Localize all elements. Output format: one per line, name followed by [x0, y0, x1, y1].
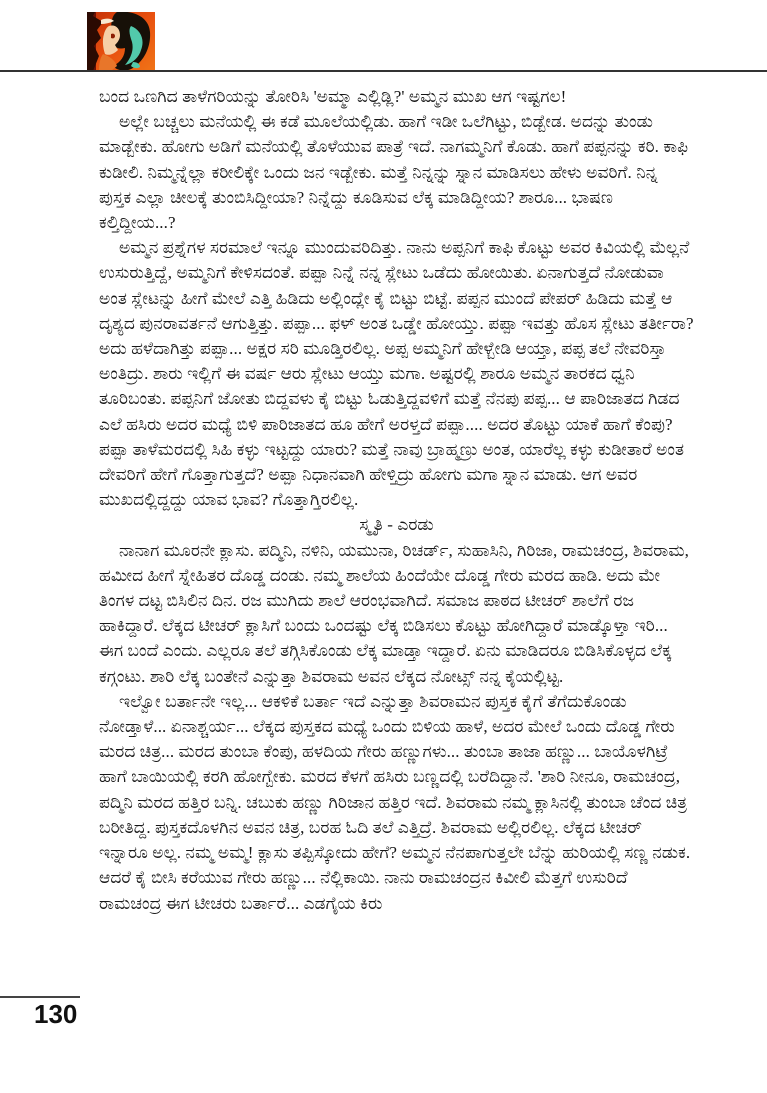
- paragraph: ನಾನಾಗ ಮೂರನೇ ಕ್ಲಾಸು. ಪದ್ಮಿನಿ, ನಳಿನಿ, ಯಮುನಾ, ರಿಚರ್ಡ್, ಸುಹಾಸಿನಿ, ಗಿರಿಜಾ, ರಾಮಚಂದ್ರ, ಶಿವರಾಮ, ಹಮೀದ ಹೀಗೆ ಸ್ನೇಹಿತರ ದೊಡ್ಡ ದಂಡು. ನಮ್ಮ ಶಾಲೆಯ ಹಿಂದೆಯೇ ದೊಡ್ಡ ಗೇರು ಮರದ ಹಾಡಿ. ಅದು ಮೇ ತಿಂಗಳ ದಟ್ಟ ಬಿಸಿಲಿನ ದಿನ. ರಜ ಮುಗಿದು ಶಾಲೆ ಆರಂಭವಾಗಿದೆ. ಸಮಾಜ ಪಾಠದ ಟೀಚರ್ ಶಾಲೆಗೆ ರಜ ಹಾಕಿದ್ದಾರೆ. ಲೆಕ್ಕದ ಟೀಚರ್ ಕ್ಲಾಸಿಗೆ ಬಂದು ಒಂದಷ್ಟು ಲೆಕ್ಕ ಬಿಡಿಸಲು ಕೊಟ್ಟು ಹೋಗಿದ್ದಾರೆ ಮಾಡ್ಕೊಳ್ತಾ ಇರಿ... ಈಗ ಬಂದೆ ಎಂದು. ಎಲ್ಲರೂ ತಲೆ ತಗ್ಗಿಸಿಕೊಂಡು ಲೆಕ್ಕ ಮಾಡ್ತಾ ಇದ್ದಾರೆ. ಏನು ಮಾಡಿದರೂ ಬಿಡಿಸಿಕೊಳ್ಳದ ಲೆಕ್ಕ ಕಗ್ಗಂಟು. ಶಾರಿ ಲೆಕ್ಕ ಬಂತೇನೆ ಎನ್ನುತ್ತಾ ಶಿವರಾಮ ಅವನ ಲೆಕ್ಕದ ನೋಟ್ಸ್ ನನ್ನ ಕೈಯಲ್ಲಿಟ್ಟ.: [99, 540, 689, 686]
- chapter-art-image: [87, 12, 155, 71]
- header-divider: [0, 70, 767, 72]
- paragraph: ಅಮ್ಮನ ಪ್ರಶ್ನೆಗಳ ಸರಮಾಲೆ ಇನ್ನೂ ಮುಂದುವರಿದಿತ್ತು. ನಾನು ಅಪ್ಪನಿಗೆ ಕಾಫಿ ಕೊಟ್ಟು ಅವರ ಕಿವಿಯಲ್ಲಿ ಮೆಲ್ಲನೆ ಉಸುರುತ್ತಿದ್ದೆ, ಅಮ್ಮನಿಗೆ ಕೇಳಿಸದಂತೆ. ಪಪ್ಪಾ ನಿನ್ನೆ ನನ್ನ ಸ್ಲೇಟು ಒಡೆದು ಹೋಯಿತು. ಏನಾಗುತ್ತದೆ ನೋಡುವಾ ಅಂತ ಸ್ಲೇಟನ್ನು ಹೀಗೆ ಮೇಲೆ ಎತ್ತಿ ಹಿಡಿದು ಅಲ್ಲಿಂದ್ಲೇ ಕೈ ಬಿಟ್ಟು ಬಿಟ್ಟೆ. ಪಪ್ಪನ ಮುಂದೆ ಪೇಪರ್ ಹಿಡಿದು ಮತ್ತೆ ಆ ದೃಶ್ಯದ ಪುನರಾವರ್ತನೆ ಆಗುತ್ತಿತ್ತು. ಪಪ್ಪಾ... ಫಳ್ ಅಂತ ಒಡ್ಡೇ ಹೋಯ್ತು. ಪಪ್ಪಾ ಇವತ್ತು ಹೊಸ ಸ್ಲೇಟು ತರ್ತೀರಾ? ಅದು ಹಳೆದಾಗಿತ್ತು ಪಪ್ಪಾ... ಅಕ್ಷರ ಸರಿ ಮೂಡ್ತಿರಲಿಲ್ಲ. ಅಪ್ಪ ಅಮ್ಮನಿಗೆ ಹೇಳ್ಬೇಡಿ ಆಯ್ತಾ, ಪಪ್ಪ ತಲೆ ನೇವರಿಸ್ತಾ ಅಂತಿದ್ರು. ಶಾರು ಇಲ್ಲಿಗೆ ಈ ವರ್ಷ ಆರು ಸ್ಲೇಟು ಆಯ್ತು ಮಗಾ. ಅಷ್ಟರಲ್ಲಿ ಶಾರೂ ಅಮ್ಮನ ತಾರಕದ ಧ್ವನಿ ತೂರಿಬಂತು. ಪಪ್ಪನಿಗೆ ಜೋತು ಬಿದ್ದವಳು ಕೈ ಬಿಟ್ಟು ಓಡುತ್ತಿದ್ದವಳಿಗೆ ಮತ್ತೆ ನೆನಪು ಪಪ್ಪ... ಆ ಪಾರಿಜಾತದ ಗಿಡದ ಎಲೆ ಹಸಿರು ಅದರ ಮಧ್ಯೆ ಬಿಳಿ ಪಾರಿಜಾತದ ಹೂ ಹೇಗೆ ಅರಳ್ತದೆ ಪಪ್ಪಾ.... ಅದರ ತೊಟ್ಟು ಯಾಕೆ ಹಾಗೆ ಕೆಂಪು? ಪಪ್ಪಾ ತಾಳೆಮರದಲ್ಲಿ ಸಿಹಿ ಕಳ್ಳು ಇಟ್ಟದ್ದು ಯಾರು? ಮತ್ತೆ ನಾವು ಬ್ರಾಹ್ಮಣ್ರು ಅಂತ, ಯಾರೆಲ್ಲ ಕಳ್ಳು ಕುಡೀತಾರೆ ಅಂತ ದೇವರಿಗೆ ಹೇಗೆ ಗೊತ್ತಾಗುತ್ತದೆ? ಅಪ್ಪಾ ನಿಧಾನವಾಗಿ ಹೇಳ್ತಿದ್ರು ಹೋಗು ಮಗಾ ಸ್ನಾನ ಮಾಡು. ಆಗ ಅವರ ಮುಖದಲ್ಲಿದ್ದದ್ದು ಯಾವ ಭಾವ? ಗೊತ್ತಾಗ್ತಿರಲಿಲ್ಲ.: [99, 238, 694, 510]
- paragraph: ಇಲ್ವೋ ಬರ್ತಾನೇ ಇಲ್ಲ... ಆಕಳಿಕೆ ಬರ್ತಾ ಇದೆ ಎನ್ನುತ್ತಾ ಶಿವರಾಮನ ಪುಸ್ತಕ ಕೈಗೆ ತೆಗೆದುಕೊಂಡು ನೋಡ್ತಾಳೆ... ಏನಾಶ್ಚರ್ಯ... ಲೆಕ್ಕದ ಪುಸ್ತಕದ ಮಧ್ಯೆ ಒಂದು ಬಿಳಿಯ ಹಾಳೆ, ಅದರ ಮೇಲೆ ಒಂದು ದೊಡ್ಡ ಗೇರು ಮರದ ಚಿತ್ರ... ಮರದ ತುಂಬಾ ಕೆಂಪು, ಹಳದಿಯ ಗೇರು ಹಣ್ಣುಗಳು... ತುಂಬಾ ತಾಜಾ ಹಣ್ಣು... ಬಾಯೊಳಗಿಟ್ರೆ ಹಾಗೆ ಬಾಯಿಯಲ್ಲಿ ಕರಗಿ ಹೋಗ್ಬೇಕು. ಮರದ ಕೆಳಗೆ ಹಸಿರು ಬಣ್ಣದಲ್ಲಿ ಬರೆದಿದ್ದಾನೆ. 'ಶಾರಿ ನೀನೂ, ರಾಮಚಂದ್ರ, ಪದ್ಮಿನಿ ಮರದ ಹತ್ತಿರ ಬನ್ನಿ. ಚಬುಕು ಹಣ್ಣು ಗಿರಿಜಾನ ಹತ್ತಿರ ಇದೆ. ಶಿವರಾಮ ನಮ್ಮ ಕ್ಲಾಸಿನಲ್ಲಿ ತುಂಬಾ ಚೆಂದ ಚಿತ್ರ ಬರೀತಿದ್ದ. ಪುಸ್ತಕದೊಳಗಿನ ಅವನ ಚಿತ್ರ, ಬರಹ ಓದಿ ತಲೆ ಎತ್ತಿದ್ರೆ. ಶಿವರಾಮ ಅಲ್ಲಿರಲಿಲ್ಲ. ಲೆಕ್ಕದ ಟೀಚರ್ ಇನ್ನಾರೂ ಅಲ್ಲ. ನಮ್ಮ ಅಮ್ಮ! ಕ್ಲಾಸು ತಪ್ಪಿಸ್ಕೋದು ಹೇಗೆ? ಅಮ್ಮನ ನೆನಪಾಗುತ್ತಲೇ ಬೆನ್ನು ಹುರಿಯಲ್ಲಿ ಸಣ್ಣ ನಡುಕ. ಆದರೆ ಕೈ ಬೀಸಿ ಕರೆಯುವ ಗೇರು ಹಣ್ಣು... ನೆಲ್ಲಿಕಾಯಿ. ನಾನು ರಾಮಚಂದ್ರನ ಕಿವೀಲಿ ಮೆತ್ತಗೆ ಉಸುರಿದೆ ರಾಮಚಂದ್ರ ಈಗ ಟೀಚರು ಬರ್ತಾರೆ... ಎಡಗೈಯ ಕಿರು: [99, 691, 691, 913]
- paragraph: ಅಲ್ಲೇ ಬಚ್ಚಲು ಮನೆಯಲ್ಲಿ ಈ ಕಡೆ ಮೂಲೆಯಲ್ಲಿಡು. ಹಾಗೆ ಇಡೀ ಒಲೆಗಿಟ್ಟು, ಬಿಡ್ಬೇಡ. ಅದನ್ನು ತುಂಡು ಮಾಡ್ಬೇಕು. ಹೋಗು ಅಡಿಗೆ ಮನೆಯಲ್ಲಿ ತೊಳೆಯುವ ಪಾತ್ರೆ ಇದೆ. ನಾಗಮ್ಮನಿಗೆ ಕೊಡು. ಹಾಗೆ ಪಪ್ಪನನ್ನು ಕರಿ. ಕಾಫಿ ಕುಡೀಲಿ. ನಿಮ್ಮನ್ನೆಲ್ಲಾ ಕರೀಲಿಕ್ಕೇ ಒಂದು ಜನ ಇಡ್ಬೇಕು. ಮತ್ತೆ ನಿನ್ನನ್ನು ಸ್ನಾನ ಮಾಡಿಸಲು ಹೇಳು ಅವರಿಗೆ. ನಿನ್ನ ಪುಸ್ತಕ ಎಲ್ಲಾ ಚೀಲಕ್ಕೆ ತುಂಬಿಸಿದ್ದೀಯಾ? ನಿನ್ನೆದ್ದು ಕೂಡಿಸುವ ಲೆಕ್ಕ ಮಾಡಿದ್ದೀಯ? ಶಾರೂ... ಭಾಷಣ ಕಲ್ತಿದ್ದೀಯ...?: [99, 112, 689, 233]
- section-heading: ಸ್ಮೃತಿ - ಎರಡು: [359, 515, 434, 535]
- abstract-face-art-icon: [87, 12, 155, 71]
- paragraph-continuation: ಬಂದ ಒಣಗಿದ ತಾಳೆಗರಿಯನ್ನು ತೋರಿಸಿ 'ಅಮ್ಮಾ ಎಲ್ಲಿಡ್ಲಿ?' ಅಮ್ಮನ ಮುಖ ಆಗ ಇಷ್ಟಗಲ!: [99, 87, 567, 106]
- page-number: 130: [34, 999, 78, 1029]
- page-body-text: [99, 84, 694, 916]
- page-number-rule: [0, 996, 80, 998]
